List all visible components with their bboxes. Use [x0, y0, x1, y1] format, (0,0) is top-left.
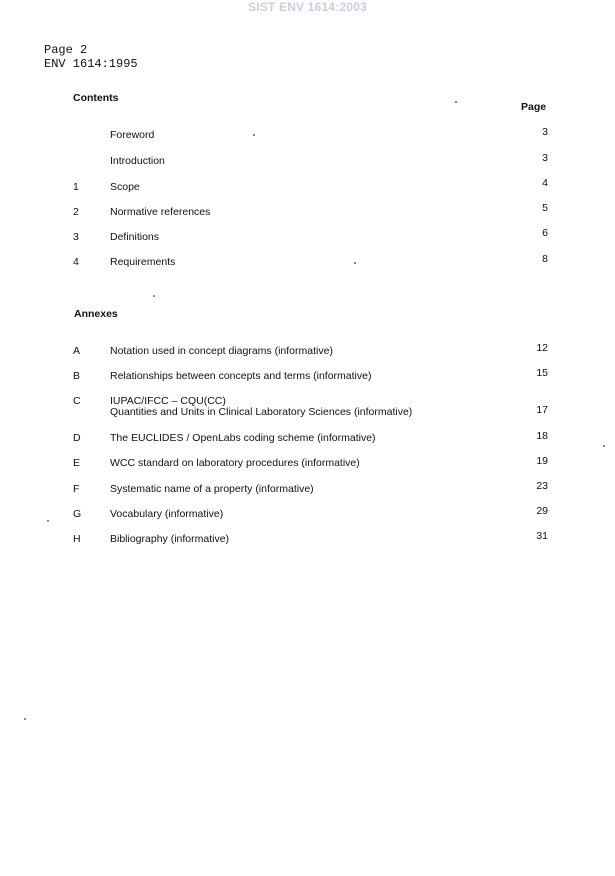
scan-speck: [603, 445, 605, 447]
annex-letter: B: [73, 370, 81, 382]
annex-letter: E: [73, 457, 81, 469]
annex-letter: H: [73, 533, 81, 545]
toc-entry-page: 3: [542, 152, 548, 164]
annex-letter: F: [73, 483, 80, 495]
scan-speck: [153, 295, 155, 297]
scan-speck: [455, 101, 457, 103]
annex-page: 29: [536, 505, 548, 517]
toc-entry-page: 3: [542, 126, 548, 138]
scan-speck: [47, 520, 49, 522]
scan-speck: [354, 262, 356, 264]
annex-page: 31: [536, 530, 548, 542]
toc-entry-label: Requirements: [110, 256, 176, 268]
toc-entry-number: 2: [73, 206, 79, 218]
annex-label: The EUCLIDES / OpenLabs coding scheme (informative): [110, 432, 376, 444]
annex-page: 18: [536, 430, 548, 442]
page-column-heading: Page: [521, 101, 547, 113]
annex-page: 17: [536, 404, 548, 416]
annex-letter: C: [73, 395, 81, 407]
page-number: Page 2: [44, 43, 88, 57]
annex-letter: D: [73, 432, 81, 444]
watermark: SIST ENV 1614:2003: [247, 0, 367, 14]
toc-entry-page: 6: [542, 227, 548, 239]
toc-entry-label: Foreword: [110, 129, 155, 141]
toc-entry-page: 8: [542, 253, 548, 265]
annex-label: Vocabulary (informative): [110, 508, 224, 520]
toc-entry-number: 4: [73, 256, 79, 268]
annex-label: WCC standard on laboratory procedures (informative): [110, 457, 360, 469]
toc-entry-label: Definitions: [110, 231, 160, 243]
annex-page: 23: [536, 480, 548, 492]
annex-letter: A: [73, 345, 81, 357]
toc-entry-page: 5: [542, 202, 548, 214]
annex-letter: G: [73, 508, 82, 520]
contents-title: Contents: [73, 92, 119, 104]
annex-label: Systematic name of a property (informative): [110, 483, 314, 495]
toc-entry-number: 3: [73, 231, 79, 243]
toc-entry-label: Normative references: [110, 206, 211, 218]
standard-id: ENV 1614:1995: [44, 57, 138, 71]
toc-entry-label: Introduction: [110, 155, 165, 167]
annex-page: 12: [536, 342, 548, 354]
annex-label: IUPAC/IFCC – CQU(CC): [110, 395, 226, 407]
toc-entry-page: 4: [542, 177, 548, 189]
scan-speck: [24, 718, 26, 720]
annex-label-continuation: Quantities and Units in Clinical Laboratory Sciences (informative): [110, 406, 413, 418]
toc-entry-number: 1: [73, 181, 79, 193]
page-header: [44, 43, 138, 71]
scan-speck: [253, 134, 255, 136]
annex-page: 19: [536, 455, 548, 467]
toc-entry-label: Scope: [110, 181, 140, 193]
annexes-title: Annexes: [74, 308, 118, 320]
annex-label: Bibliography (informative): [110, 533, 230, 545]
annex-label: Notation used in concept diagrams (informative): [110, 345, 333, 357]
annex-label: Relationships between concepts and terms (informative): [110, 370, 372, 382]
annex-page: 15: [536, 367, 548, 379]
